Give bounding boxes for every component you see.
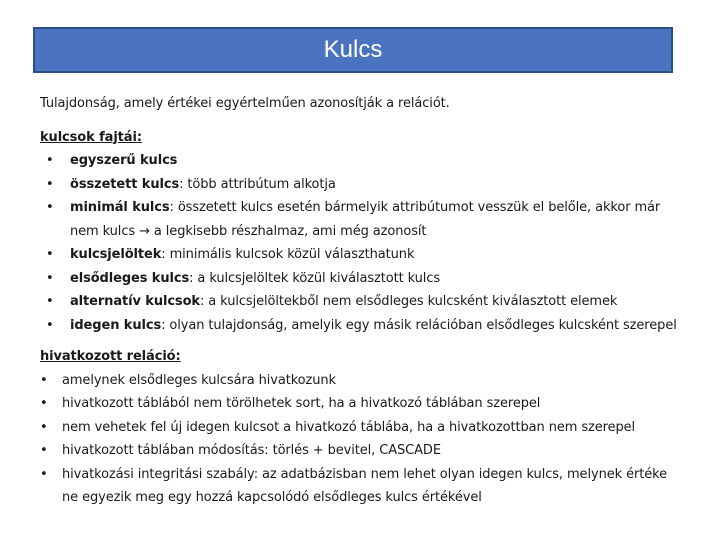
term: egyszerű kulcs [70,153,178,168]
reference-heading: hivatkozott reláció: [40,349,181,364]
list-item: • amelynek elsődleges kulcsára hivatkozunk [40,369,680,393]
slide-title: Kulcs [323,36,383,63]
list-item [40,173,680,197]
list-item [40,267,680,291]
desc: : olyan tulajdonság, amelyik egy másik relációban elsődleges kulcsként szerepel [161,317,677,333]
term: kulcsjelöltek [70,247,162,262]
term: alternatív kulcsok [70,294,200,309]
list-item [40,243,680,267]
intro-text: Tulajdonság, amely értékei egyértelműen azonosítják a relációt. [40,96,450,111]
term: idegen kulcs [70,317,162,333]
list-item [40,290,680,314]
term: elsődleges kulcs [70,270,190,286]
term: minimál kulcs [70,200,170,215]
list-item: • hivatkozott táblából nem törölhetek sort, ha a hivatkozó táblában szerepel [40,392,680,416]
term: összetett kulcs [70,176,180,192]
list-item [40,149,680,173]
slide-title-bar [33,27,673,73]
desc: : minimális kulcsok közül választhatunk [161,247,415,262]
reference-list [40,369,680,510]
list-item: • hivatkozott táblában módosítás: törlés + bevitel, CASCADE [40,439,680,463]
list-item: • hivatkozási integritási szabály: az adatbázisban nem lehet olyan idegen kulcs, melynek értéke ne egyezik meg egy hozzá kapcsolódó elsődleges kulcs értékével [40,463,680,510]
desc: : a kulcsjelöltek közül kiválasztott kulcs [189,270,441,286]
key-types-list [40,149,680,337]
slide-body [40,92,680,510]
desc: : összetett kulcs esetén bármelyik attribútumot vesszük el belőle, akkor már nem kulcs → a legkisebb részhalmaz, ami még azonosít [70,200,661,239]
key-types-heading: kulcsok fajtái: [40,129,142,145]
list-item: • nem vehetek fel új idegen kulcsot a hivatkozó táblába, ha a hivatkozottban nem szerepel [40,416,680,440]
list-item [40,196,680,243]
desc: : a kulcsjelöltekből nem elsődleges kulcsként kiválasztott elemek [199,294,618,309]
list-item [40,314,680,338]
desc: : több attribútum alkotja [179,176,336,192]
